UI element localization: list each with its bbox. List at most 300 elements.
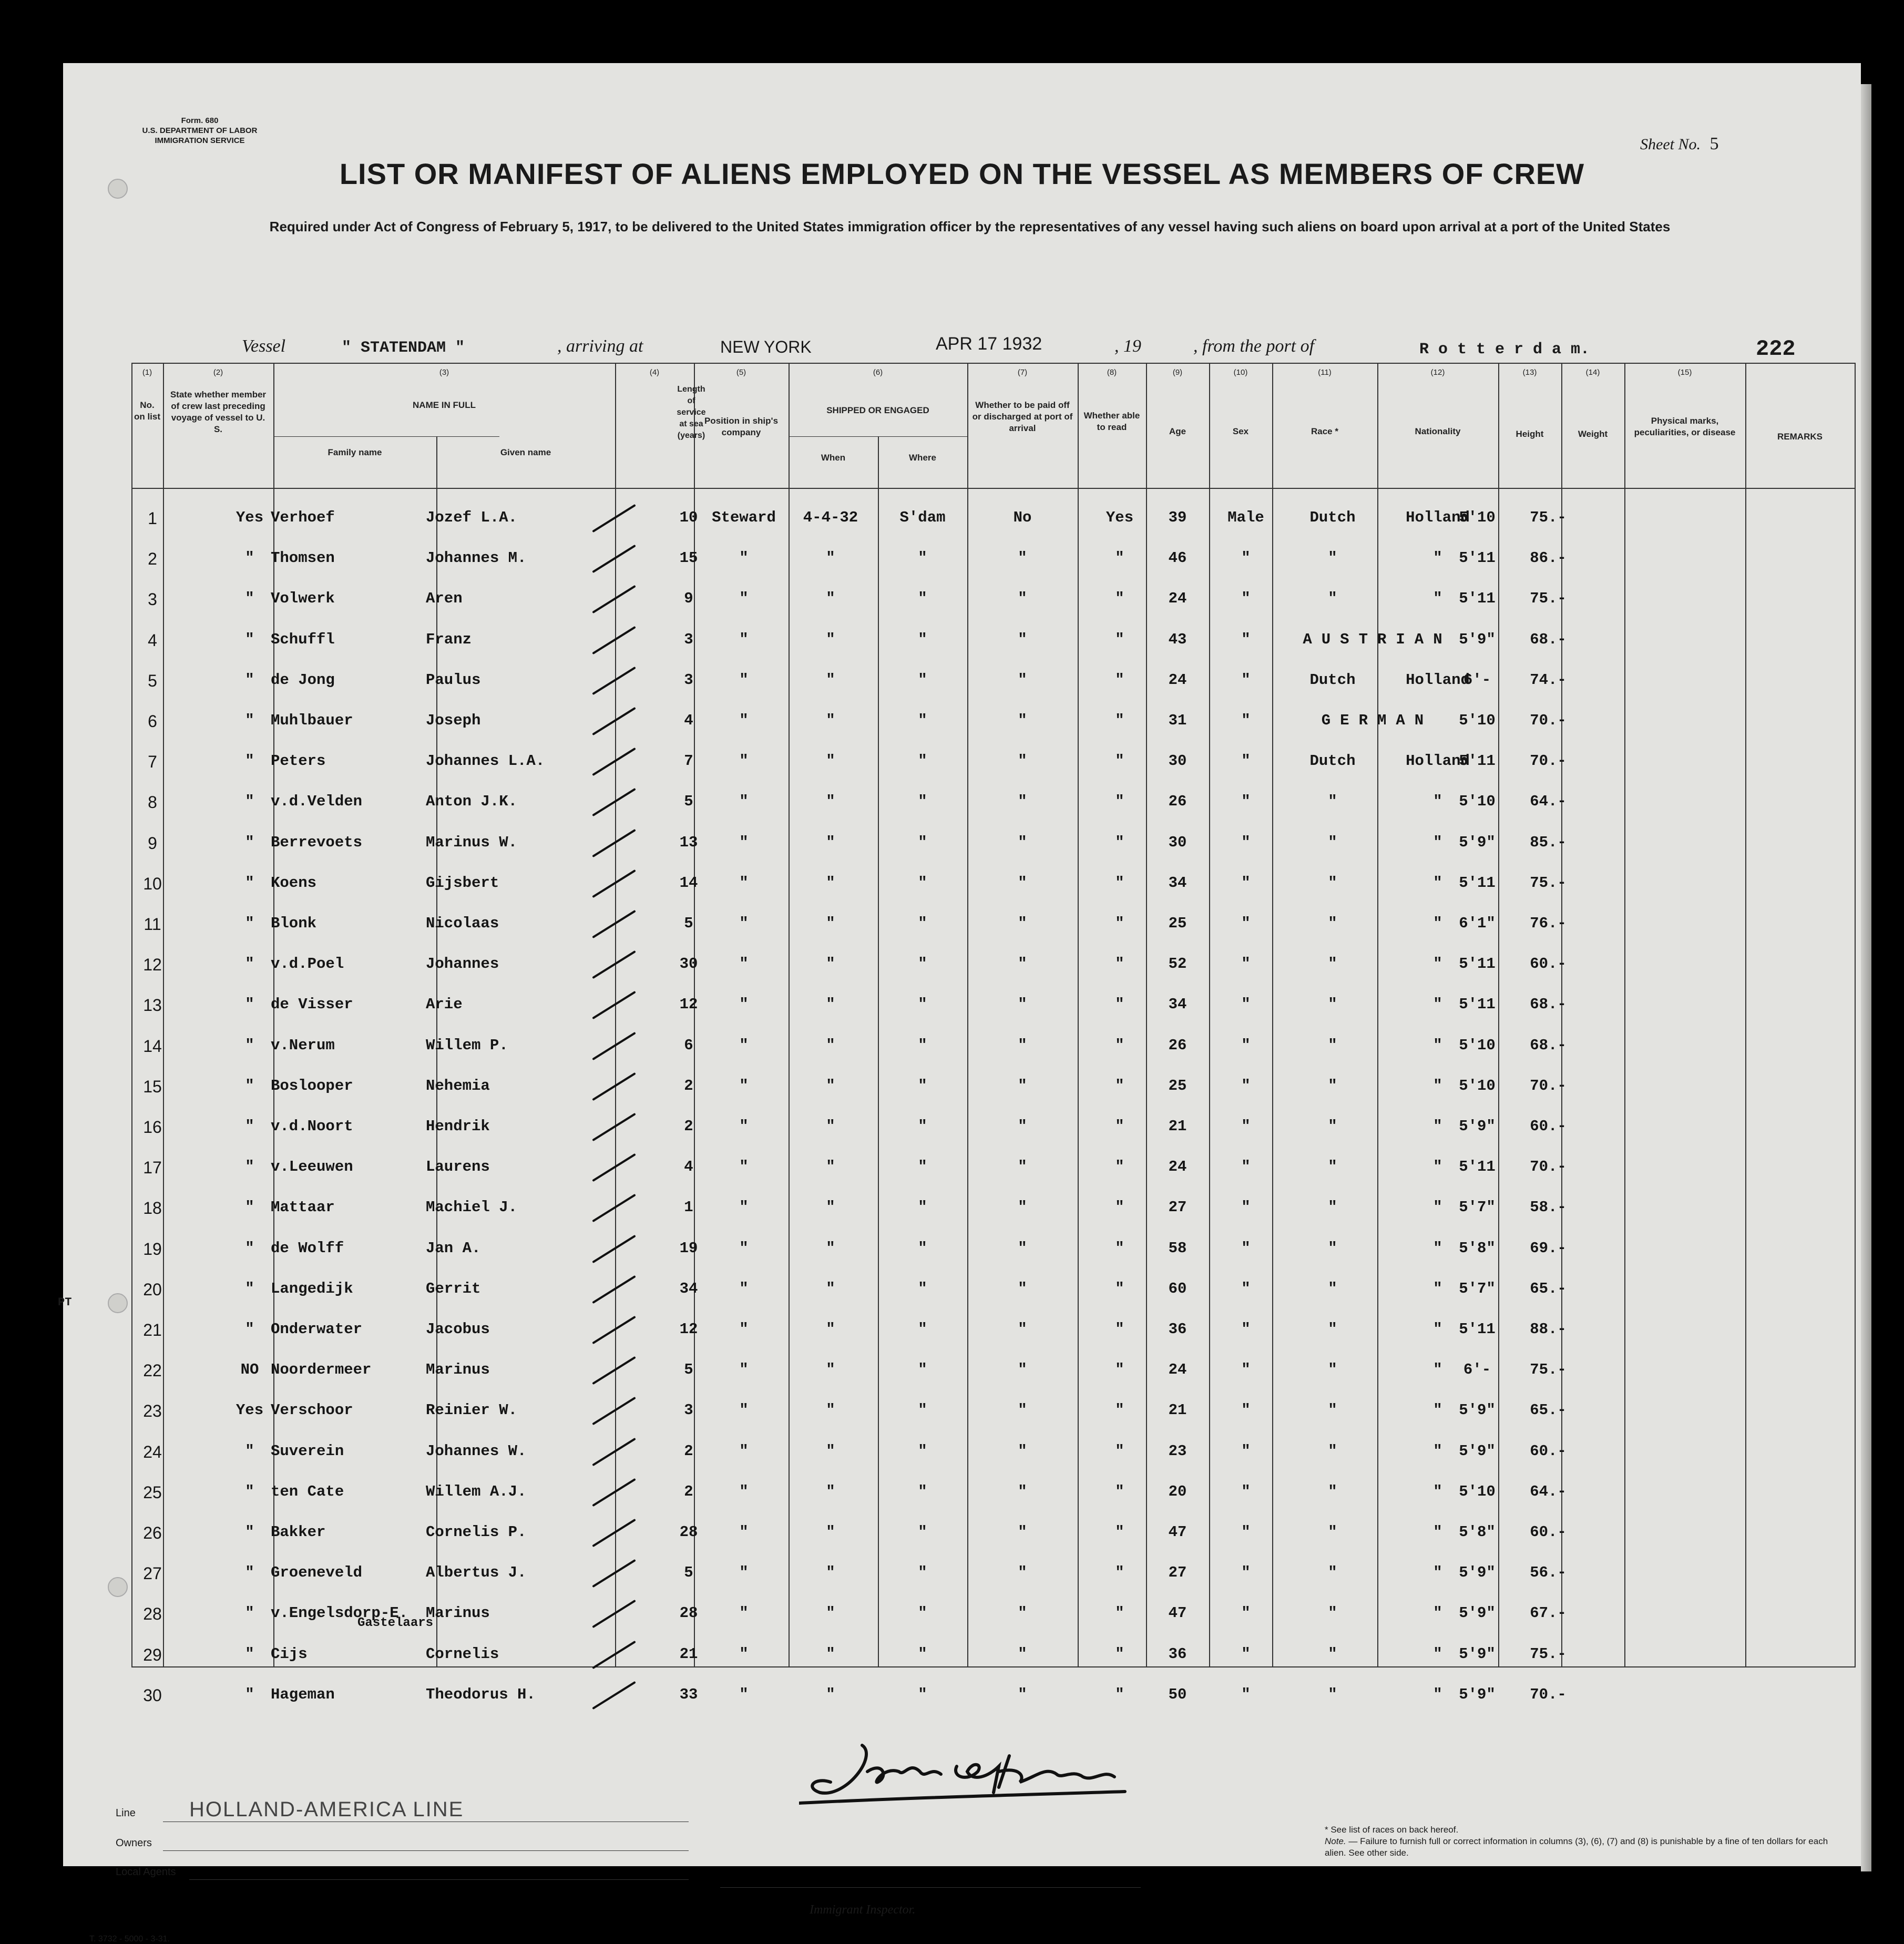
paid-off: " xyxy=(1018,1645,1027,1663)
height: 5'9" xyxy=(1459,630,1496,648)
sex: " xyxy=(1241,833,1251,851)
weight: 88.- xyxy=(1530,1321,1567,1338)
nationality: " xyxy=(1433,1685,1442,1703)
sex: " xyxy=(1241,1118,1251,1135)
position: " xyxy=(739,630,749,648)
age: 24 xyxy=(1168,1158,1187,1176)
height: 5'10 xyxy=(1459,793,1496,811)
given-name: Joseph xyxy=(426,712,481,729)
check-mark xyxy=(592,1640,636,1669)
given-name: Jozef L.A. xyxy=(426,509,518,526)
service-length: 28 xyxy=(679,1604,698,1622)
header-bottom-border xyxy=(131,488,1856,489)
col12-num: (12) xyxy=(1430,368,1445,377)
shipped-when: " xyxy=(826,1321,835,1338)
nationality: " xyxy=(1433,1158,1442,1176)
paid-off: " xyxy=(1018,671,1027,689)
height: 5'7" xyxy=(1459,1199,1496,1216)
row-number: 25 xyxy=(143,1482,162,1502)
able-to-read: " xyxy=(1115,1280,1124,1297)
nationality: " xyxy=(1433,1280,1442,1297)
col2-label: State whether member of crew last preceding voyage of vessel to U. S. xyxy=(170,390,267,434)
weight: 68.- xyxy=(1530,996,1567,1014)
service-length: 6 xyxy=(684,1036,693,1054)
family-name: Koens xyxy=(271,874,317,892)
col13-num: (13) xyxy=(1522,368,1537,377)
form-header xyxy=(121,116,279,146)
shipped-where: " xyxy=(918,1199,927,1216)
shipped-when: " xyxy=(826,1685,835,1703)
height: 5'9" xyxy=(1459,1645,1496,1663)
sex: " xyxy=(1241,1361,1251,1379)
row-number: 5 xyxy=(148,671,157,690)
position: Steward xyxy=(712,509,776,526)
shipped-where: " xyxy=(918,1482,927,1500)
height: 5'10 xyxy=(1459,1077,1496,1094)
footnote-note xyxy=(1325,1836,1850,1859)
position: " xyxy=(739,1361,749,1379)
table-row xyxy=(63,1392,1861,1433)
line-value: HOLLAND-AMERICA LINE xyxy=(189,1798,464,1821)
height: 5'9" xyxy=(1459,1442,1496,1460)
family-name: Schuffl xyxy=(271,630,335,648)
family-name: de Wolff xyxy=(271,1239,344,1257)
weight: 70.- xyxy=(1530,752,1567,770)
shipped-where: " xyxy=(918,1239,927,1257)
table-row xyxy=(63,1108,1861,1149)
row-number: 11 xyxy=(144,915,161,934)
age: 43 xyxy=(1168,630,1187,648)
paid-off: " xyxy=(1018,590,1027,608)
family-name: v.d.Velden xyxy=(271,793,363,811)
table-row xyxy=(63,1027,1861,1068)
given-name: Willem A.J. xyxy=(426,1482,527,1500)
check-mark xyxy=(592,1356,636,1385)
given-name: Johannes L.A. xyxy=(426,752,545,770)
able-to-read: " xyxy=(1115,1482,1124,1500)
row-number: 2 xyxy=(148,549,157,569)
weight: 74.- xyxy=(1530,671,1567,689)
prev-voyage: " xyxy=(245,793,254,811)
given-name: Marinus xyxy=(426,1604,490,1622)
height: 5'11 xyxy=(1459,549,1496,567)
given-name: Paulus xyxy=(426,671,481,689)
page-title: LIST OR MANIFEST OF ALIENS EMPLOYED ON THE VESSEL AS MEMBERS OF CREW xyxy=(339,157,1585,190)
sex: " xyxy=(1241,1077,1251,1094)
sex: " xyxy=(1241,1442,1251,1460)
family-name: de Visser xyxy=(271,996,353,1014)
shipped-where: " xyxy=(918,996,927,1014)
check-mark xyxy=(592,585,636,613)
family-name: Bakker xyxy=(271,1523,326,1541)
sex: " xyxy=(1241,996,1251,1014)
height: 5'9" xyxy=(1459,1118,1496,1135)
able-to-read: " xyxy=(1115,1523,1124,1541)
nationality: " xyxy=(1433,874,1442,892)
shipped-where: " xyxy=(918,712,927,729)
age: 30 xyxy=(1168,833,1187,851)
able-to-read: " xyxy=(1115,1361,1124,1379)
row-number: 12 xyxy=(143,955,162,975)
row-number: 21 xyxy=(143,1321,162,1339)
paid-off: " xyxy=(1018,549,1027,567)
row-number: 23 xyxy=(143,1401,162,1421)
given-name: Albertus J. xyxy=(426,1564,527,1582)
able-to-read: " xyxy=(1115,1118,1124,1135)
col4-label: Length of service at sea (years) xyxy=(677,385,706,440)
position: " xyxy=(739,1564,749,1582)
nationality: " xyxy=(1433,793,1442,811)
check-mark xyxy=(592,545,636,573)
table-row xyxy=(63,702,1861,743)
prev-voyage: " xyxy=(245,549,254,567)
arriving-port: NEW YORK xyxy=(720,337,812,356)
race: " xyxy=(1328,549,1337,567)
row-number: 4 xyxy=(148,630,157,650)
col14-label: Weight xyxy=(1578,429,1608,439)
able-to-read: " xyxy=(1115,1199,1124,1216)
family-name: Langedijk xyxy=(271,1280,353,1297)
check-mark xyxy=(592,1234,636,1263)
nationality: " xyxy=(1433,1199,1442,1216)
margin-note: PT xyxy=(58,1296,72,1309)
prev-voyage: NO xyxy=(240,1361,259,1379)
weight: 56.- xyxy=(1530,1564,1567,1582)
check-mark xyxy=(592,1681,636,1710)
race: " xyxy=(1328,1239,1337,1257)
check-mark xyxy=(592,1194,636,1222)
height: 5'8" xyxy=(1459,1523,1496,1541)
shipped-when: " xyxy=(826,712,835,729)
col3-given: Given name xyxy=(500,447,551,457)
paid-off: " xyxy=(1018,1685,1027,1703)
position: " xyxy=(739,1604,749,1622)
check-mark xyxy=(592,788,636,816)
race: Dutch xyxy=(1309,509,1356,526)
service-length: 15 xyxy=(679,549,698,567)
weight: 60.- xyxy=(1530,1523,1567,1541)
position: " xyxy=(739,752,749,770)
check-mark xyxy=(592,707,636,735)
race: " xyxy=(1328,1199,1337,1216)
shipped-when: " xyxy=(826,1239,835,1257)
paid-off: " xyxy=(1018,1199,1027,1216)
age: 50 xyxy=(1168,1685,1187,1703)
paid-off: " xyxy=(1018,793,1027,811)
family-name: Hageman xyxy=(271,1685,335,1703)
family-name: de Jong xyxy=(271,671,335,689)
service-length: 12 xyxy=(679,1321,698,1338)
position: " xyxy=(739,1482,749,1500)
service-length: 2 xyxy=(684,1482,693,1500)
prev-voyage: " xyxy=(245,1321,254,1338)
race: " xyxy=(1328,590,1337,608)
shipped-where: " xyxy=(918,1321,927,1338)
shipped-when: " xyxy=(826,1564,835,1582)
table-row xyxy=(63,580,1861,621)
shipped-when: " xyxy=(826,671,835,689)
able-to-read: " xyxy=(1115,1685,1124,1703)
weight: 64.- xyxy=(1530,1482,1567,1500)
given-name: Arie xyxy=(426,996,463,1014)
given-name: Johannes M. xyxy=(426,549,527,567)
check-mark xyxy=(592,991,636,1019)
prev-voyage: " xyxy=(245,833,254,851)
paid-off: " xyxy=(1018,630,1027,648)
check-mark xyxy=(592,1559,636,1588)
position: " xyxy=(739,1077,749,1094)
shipped-when: " xyxy=(826,1401,835,1419)
table-top-border xyxy=(131,363,1856,364)
check-mark xyxy=(592,910,636,938)
service-length: 5 xyxy=(684,1361,693,1379)
age: 46 xyxy=(1168,549,1187,567)
shipped-where: " xyxy=(918,915,927,932)
col3-num: (3) xyxy=(439,368,449,377)
shipped-where: " xyxy=(918,1523,927,1541)
prev-voyage: " xyxy=(245,874,254,892)
given-name: Theodorus H. xyxy=(426,1685,536,1703)
shipped-when: " xyxy=(826,549,835,567)
table-row xyxy=(63,783,1861,824)
weight: 60.- xyxy=(1530,1118,1567,1135)
service-length: 34 xyxy=(679,1280,698,1297)
weight: 75.- xyxy=(1530,509,1567,526)
height: 5'11 xyxy=(1459,1158,1496,1176)
col1-num: (1) xyxy=(142,368,152,377)
shipped-when: " xyxy=(826,590,835,608)
weight: 67.- xyxy=(1530,1604,1567,1622)
nationality: " xyxy=(1433,549,1442,567)
sex: " xyxy=(1241,1604,1251,1622)
given-name: Cornelis xyxy=(426,1645,499,1663)
able-to-read: " xyxy=(1115,590,1124,608)
col6-num: (6) xyxy=(873,368,883,377)
check-mark xyxy=(592,869,636,898)
prev-voyage: " xyxy=(245,955,254,973)
able-to-read: " xyxy=(1115,1442,1124,1460)
table-row xyxy=(63,1433,1861,1474)
prev-voyage: " xyxy=(245,915,254,932)
family-name: Boslooper xyxy=(271,1077,353,1094)
check-mark xyxy=(592,1031,636,1060)
position: " xyxy=(739,671,749,689)
weight: 75.- xyxy=(1530,874,1567,892)
paid-off: " xyxy=(1018,915,1027,932)
form-code: T. 3732 - 5000 - 3-31. xyxy=(89,1935,170,1943)
row-number: 27 xyxy=(143,1564,162,1583)
family-name: Muhlbauer xyxy=(271,712,353,729)
weight: 75.- xyxy=(1530,1361,1567,1379)
shipped-when: " xyxy=(826,793,835,811)
row-number: 6 xyxy=(148,712,157,731)
shipped-where: " xyxy=(918,752,927,770)
table-row xyxy=(63,865,1861,905)
shipped-when: " xyxy=(826,1036,835,1054)
nationality: " xyxy=(1433,1482,1442,1500)
table-row xyxy=(63,1676,1861,1717)
table-row xyxy=(63,1311,1861,1352)
department: U.S. DEPARTMENT OF LABOR xyxy=(142,126,258,135)
shipped-when: " xyxy=(826,996,835,1014)
given-name: Franz xyxy=(426,630,472,648)
family-name: Berrevoets xyxy=(271,833,363,851)
race: " xyxy=(1328,874,1337,892)
nationality: Holland xyxy=(1406,509,1470,526)
check-mark xyxy=(592,1478,636,1507)
prev-voyage: " xyxy=(245,1523,254,1541)
row-number: 9 xyxy=(148,833,157,853)
position: " xyxy=(739,833,749,851)
shipped-where: " xyxy=(918,1118,927,1135)
sex: " xyxy=(1241,915,1251,932)
position: " xyxy=(739,712,749,729)
paid-off: " xyxy=(1018,1564,1027,1582)
table-row xyxy=(63,1474,1861,1514)
table-row xyxy=(63,1230,1861,1271)
check-mark xyxy=(592,1316,636,1344)
age: 47 xyxy=(1168,1523,1187,1541)
age: 34 xyxy=(1168,874,1187,892)
shipped-where: " xyxy=(918,1564,927,1582)
inspector-signature xyxy=(799,1735,1167,1808)
nationality: " xyxy=(1433,1118,1442,1135)
nationality: " xyxy=(1433,1361,1442,1379)
weight: 68.- xyxy=(1530,1036,1567,1054)
age: 21 xyxy=(1168,1401,1187,1419)
weight: 75.- xyxy=(1530,1645,1567,1663)
vessel-label: Vessel xyxy=(242,336,286,356)
sex: " xyxy=(1241,1401,1251,1419)
height: 5'9" xyxy=(1459,1685,1496,1703)
given-name: Reinier W. xyxy=(426,1401,518,1419)
race: " xyxy=(1328,955,1337,973)
shipped-where: " xyxy=(918,590,927,608)
page-subtitle: Required under Act of Congress of February 5, 1917, to be delivered to the United States immigration officer by the representatives of any vessel having such aliens on board upon arrival at a port of the United States xyxy=(269,219,1671,234)
nationality: " xyxy=(1433,955,1442,973)
height: 5'9" xyxy=(1459,1604,1496,1622)
shipped-where: " xyxy=(918,1077,927,1094)
sex: " xyxy=(1241,752,1251,770)
shipped-when: " xyxy=(826,630,835,648)
weight: 86.- xyxy=(1530,549,1567,567)
height: 5'11 xyxy=(1459,955,1496,973)
sex: " xyxy=(1241,549,1251,567)
check-mark xyxy=(592,667,636,695)
race: " xyxy=(1328,1077,1337,1094)
sex: " xyxy=(1241,630,1251,648)
sex: " xyxy=(1241,1199,1251,1216)
shipped-when: " xyxy=(826,1077,835,1094)
able-to-read: " xyxy=(1115,1645,1124,1663)
height: 5'11 xyxy=(1459,752,1496,770)
age: 52 xyxy=(1168,955,1187,973)
local-agents-label: Local Agents xyxy=(116,1866,176,1878)
given-name: Gijsbert xyxy=(426,874,499,892)
check-mark xyxy=(592,1153,636,1182)
shipped-where: " xyxy=(918,1361,927,1379)
nationality: " xyxy=(1433,833,1442,851)
shipped-when: " xyxy=(826,955,835,973)
row-number: 24 xyxy=(143,1442,162,1461)
paid-off: " xyxy=(1018,712,1027,729)
paid-off: " xyxy=(1018,874,1027,892)
shipped-when: " xyxy=(826,874,835,892)
col11-label: Race * xyxy=(1311,426,1338,436)
prev-voyage: " xyxy=(245,1199,254,1216)
nationality: " xyxy=(1433,1645,1442,1663)
shipped-where: " xyxy=(918,874,927,892)
remarks-label: REMARKS xyxy=(1777,432,1823,442)
prev-voyage: Yes xyxy=(236,1401,264,1419)
position: " xyxy=(739,1645,749,1663)
prev-voyage: Yes xyxy=(236,509,264,526)
weight: 65.- xyxy=(1530,1280,1567,1297)
age: 34 xyxy=(1168,996,1187,1014)
weight: 68.- xyxy=(1530,630,1567,648)
able-to-read: " xyxy=(1115,1604,1124,1622)
given-name: Jan A. xyxy=(426,1239,481,1257)
prev-voyage: " xyxy=(245,1645,254,1663)
shipped-when: " xyxy=(826,1604,835,1622)
table-row xyxy=(63,824,1861,865)
sex: " xyxy=(1241,874,1251,892)
family-name: Blonk xyxy=(271,915,317,932)
given-name: Gerrit xyxy=(426,1280,481,1297)
weight: 75.- xyxy=(1530,590,1567,608)
able-to-read: " xyxy=(1115,915,1124,932)
service-length: 14 xyxy=(679,874,698,892)
age: 36 xyxy=(1168,1645,1187,1663)
nationality: " xyxy=(1433,1077,1442,1094)
given-name: Nicolaas xyxy=(426,915,499,932)
table-row xyxy=(63,1149,1861,1189)
position: " xyxy=(739,1442,749,1460)
agents-underline xyxy=(189,1879,689,1880)
paid-off: " xyxy=(1018,1077,1027,1094)
row-number: 17 xyxy=(143,1158,162,1178)
position: " xyxy=(739,1523,749,1541)
paid-off: " xyxy=(1018,1604,1027,1622)
col15-num: (15) xyxy=(1677,368,1692,377)
height: 6'- xyxy=(1463,1361,1491,1379)
col1-label: No. on list xyxy=(134,400,161,422)
sex: Male xyxy=(1227,509,1264,526)
service-length: 2 xyxy=(684,1442,693,1460)
row-number: 10 xyxy=(143,874,162,893)
paid-off: " xyxy=(1018,833,1027,851)
paid-off: " xyxy=(1018,1442,1027,1460)
height: 5'11 xyxy=(1459,996,1496,1014)
row-number: 1 xyxy=(148,509,157,528)
race: " xyxy=(1328,1321,1337,1338)
race: " xyxy=(1328,1442,1337,1460)
paid-off: " xyxy=(1018,1118,1027,1135)
given-name: Aren xyxy=(426,590,463,608)
check-mark xyxy=(592,1519,636,1547)
family-name: Volwerk xyxy=(271,590,335,608)
able-to-read: " xyxy=(1115,671,1124,689)
sheet-number-value: 5 xyxy=(1709,134,1719,154)
check-mark xyxy=(592,1600,636,1628)
position: " xyxy=(739,874,749,892)
shipped-when: " xyxy=(826,752,835,770)
check-mark xyxy=(592,626,636,654)
family-name: Cijs xyxy=(271,1645,308,1663)
prev-voyage: " xyxy=(245,1604,254,1622)
height: 6'1" xyxy=(1459,915,1496,932)
nationality: " xyxy=(1433,1442,1442,1460)
